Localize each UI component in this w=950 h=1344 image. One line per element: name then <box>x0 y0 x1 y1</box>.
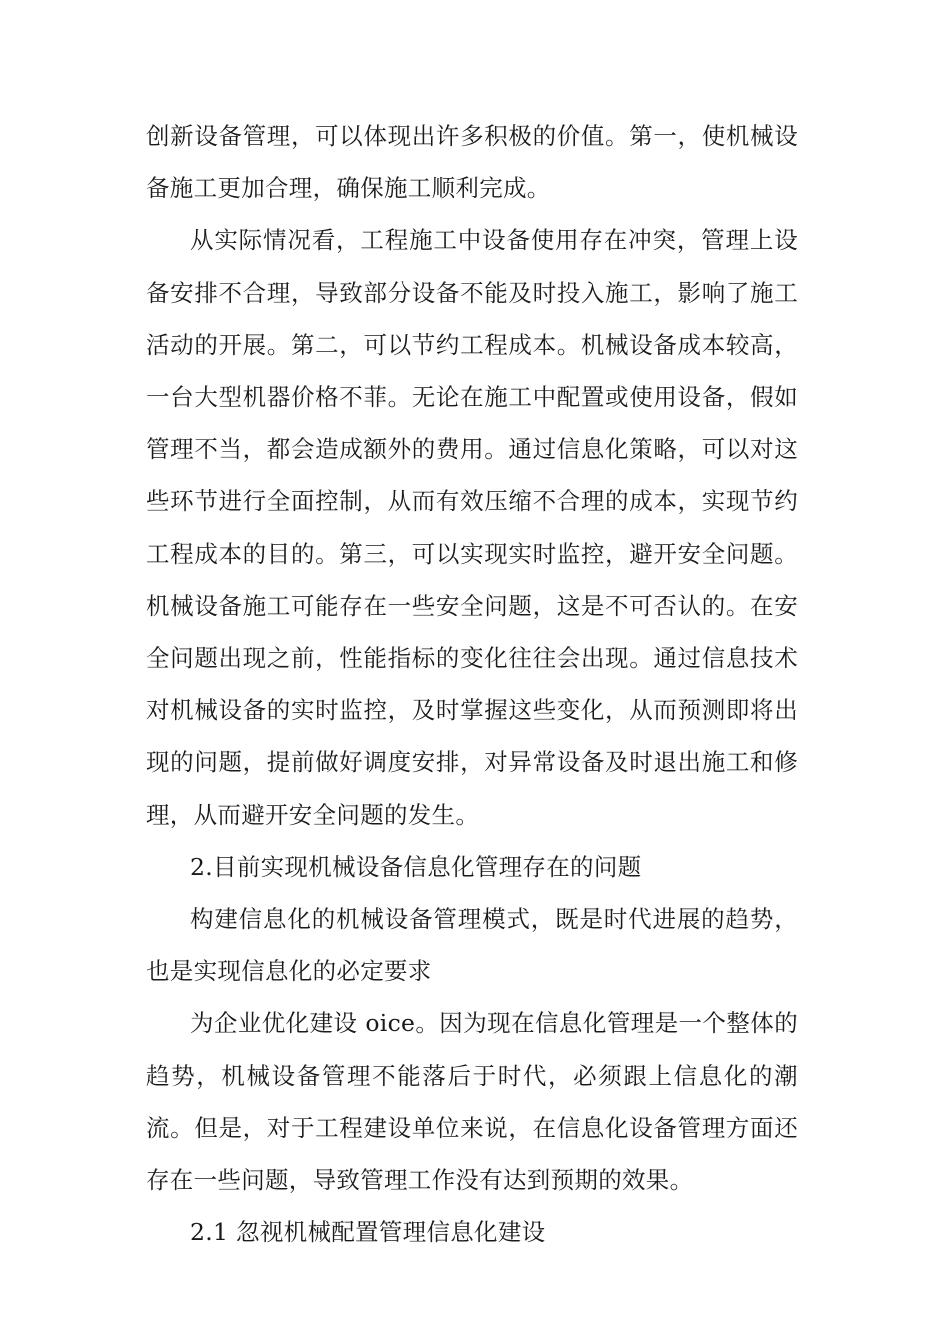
paragraph-benefits: 从实际情况看，工程施工中设备使用存在冲突，管理上设备安排不合理，导致部分设备不能及时投入施工，影响了施工活动的开展。第二，可以节约工程成本。机械设备成本较高，一台大型机器价格不菲。无论在施工中配置或使用设备，假如管理不当，都会造成额外的费用。通过信息化策略，可以对这些环节进行全面控制，从而有效压缩不合理的成本，实现节约工程成本的目的。第三，可以实现实时监控，避开安全问题。机械设备施工可能存在一些安全问题，这是不可否认的。在安全问题出现之前，性能指标的变化往往会出现。通过信息技术对机械设备的实时监控，及时掌握这些变化，从而预测即将出现的问题，提前做好调度安排，对异常设备及时退出施工和修理，从而避开安全问题的发生。 <box>146 226 798 829</box>
section-heading-2: 2.目前实现机械设备信息化管理存在的问题 <box>190 852 642 881</box>
paragraph-optimization: 为企业优化建设 oice。因为现在信息化管理是一个整体的趋势，机械设备管理不能落后于时代，必须跟上信息化的潮流。但是，对于工程建设单位来说，在信息化设备管理方面还存在一些问题，导致管理工作没有达到预期的效果。 <box>146 1009 798 1195</box>
paragraph-continuation: 创新设备管理，可以体现出许多积极的价值。第一，使机械设备施工更加合理，确保施工顺利完成。 <box>146 122 798 203</box>
document-body <box>146 110 798 1258</box>
paragraph-management-model: 构建信息化的机械设备管理模式，既是时代进展的趋势，也是实现信息化的必定要求 <box>146 905 798 986</box>
section-heading-2-1: 2.1 忽视机械配置管理信息化建设 <box>190 1218 546 1247</box>
